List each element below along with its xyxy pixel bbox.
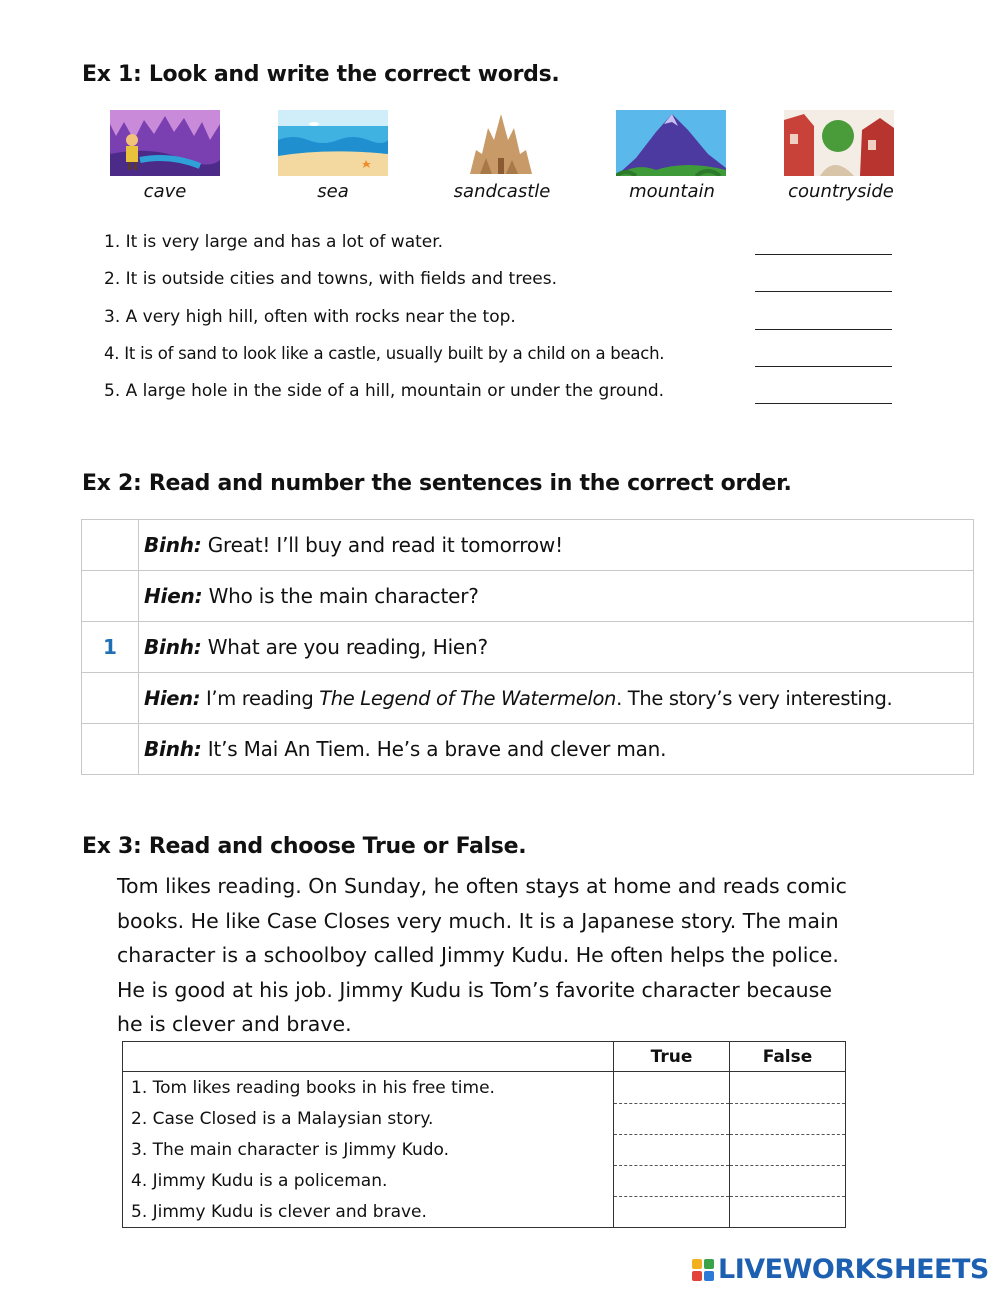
answer-blank-4[interactable] [755,366,892,367]
mountain-picture [616,110,726,176]
false-box[interactable] [730,1165,846,1196]
statement: 3. The main character is Jimmy Kudo. [123,1134,614,1165]
sentence-text: It’s Mai An Tiem. He’s a brave and clever man. [201,737,667,761]
statement-header [123,1042,614,1072]
sentence-text: Who is the main character? [202,584,479,608]
ex1-question: 1. It is very large and has a lot of water. [104,232,444,252]
passage-line: books. He like Case Closes very much. It is a Japanese story. The main [117,908,839,933]
sentence-cell [139,622,974,673]
logo-square [704,1259,714,1269]
sentence-cell [139,673,974,724]
false-box[interactable] [730,1103,846,1134]
word-cave: cave [143,181,187,202]
false-box[interactable] [730,1072,846,1104]
logo-square [704,1271,714,1281]
answer-blank-1[interactable] [755,254,892,255]
logo-square [692,1271,702,1281]
true-box[interactable] [614,1072,730,1104]
statement: 2. Case Closed is a Malaysian story. [123,1103,614,1134]
ex1-question: 2. It is outside cities and towns, with fields and trees. [104,269,557,289]
true-box[interactable] [614,1165,730,1196]
story-title: The Legend of The Watermelon [319,686,617,710]
speaker: Hien: [144,584,203,608]
speaker: Hien: [144,686,201,710]
true-false-table [122,1041,846,1228]
ordering-table [81,519,974,775]
order-number-cell[interactable] [82,724,139,775]
true-box[interactable] [614,1196,730,1228]
order-number-cell[interactable] [82,520,139,571]
ex2-heading: Ex 2: Read and number the sentences in the correct order. [82,471,792,496]
table-row [82,520,974,571]
ex1-question: 3. A very high hill, often with rocks near the top. [104,307,516,327]
sentence-text: . The story’s very interesting. [616,686,893,710]
logo-square [692,1259,702,1269]
table-row [82,622,974,673]
countryside-picture [784,110,894,176]
true-header: True [614,1042,730,1072]
word-mountain: mountain [629,181,715,202]
table-row [123,1196,846,1228]
word-sandcastle: sandcastle [453,181,551,202]
table-row [123,1103,846,1134]
passage-line: he is clever and brave. [117,1012,352,1036]
word-sea: sea [317,181,349,202]
true-box[interactable] [614,1134,730,1165]
table-row [123,1072,846,1104]
sentence-text: I’m reading [200,686,320,710]
sentence-cell [139,520,974,571]
answer-blank-5[interactable] [755,403,892,404]
sentence-cell [139,724,974,775]
order-number-cell[interactable] [82,571,139,622]
true-box[interactable] [614,1103,730,1134]
sentence-cell [139,571,974,622]
ex1-question: 5. A large hole in the side of a hill, mountain or under the ground. [104,381,665,401]
table-row [123,1134,846,1165]
sentence-text: Great! I’ll buy and read it tomorrow! [201,533,563,557]
logo-text: LIVEWORKSHEETS [718,1254,989,1285]
ex3-heading: Ex 3: Read and choose True or False. [82,834,527,859]
false-box[interactable] [730,1196,846,1228]
reading-passage [117,869,887,1042]
ex1-question: 4. It is of sand to look like a castle, usually built by a child on a beach. [104,344,665,363]
table-row [82,724,974,775]
statement: 4. Jimmy Kudu is a policeman. [123,1165,614,1196]
speaker: Binh: [144,533,202,557]
ex1-heading: Ex 1: Look and write the correct words. [82,62,560,87]
sandcastle-picture [446,110,556,176]
sentence-text: What are you reading, Hien? [201,635,488,659]
speaker: Binh: [144,737,202,761]
statement: 1. Tom likes reading books in his free time. [123,1072,614,1104]
passage-line: character is a schoolboy called Jimmy Kudu. He often helps the police. [117,943,839,967]
passage-line: He is good at his job. Jimmy Kudu is Tom’s favorite character because [117,977,832,1002]
false-header: False [730,1042,846,1072]
passage-line: Tom likes reading. On Sunday, he often stays at home and reads comic [117,874,847,898]
answer-blank-2[interactable] [755,291,892,292]
order-number-cell[interactable]: 1 [82,622,139,673]
table-row [82,673,974,724]
statement: 5. Jimmy Kudu is clever and brave. [123,1196,614,1228]
liveworksheets-logo-icon [692,1259,714,1281]
cave-picture [110,110,220,176]
speaker: Binh: [144,635,202,659]
table-row [123,1165,846,1196]
table-row [82,571,974,622]
liveworksheets-logo[interactable] [692,1254,989,1285]
false-box[interactable] [730,1134,846,1165]
word-countryside: countryside [788,181,894,202]
order-number-cell[interactable] [82,673,139,724]
answer-blank-3[interactable] [755,329,892,330]
table-header-row [123,1042,846,1072]
sea-picture [278,110,388,176]
